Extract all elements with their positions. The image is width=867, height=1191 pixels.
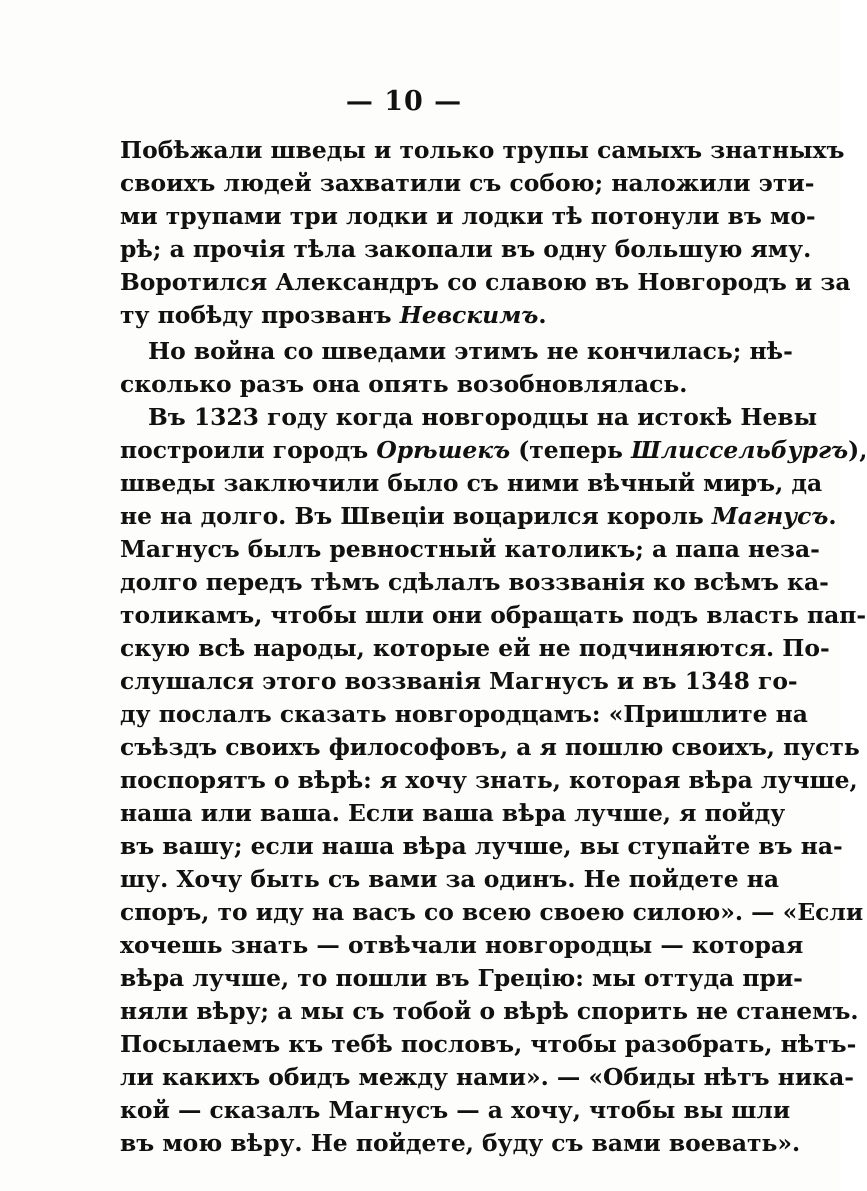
text-run: ту побѣду прозванъ [120, 301, 400, 329]
text-run: съѣздъ своихъ философовъ, а я пошлю своихъ, пусть [120, 733, 860, 761]
text-run: споръ, то иду на васъ со всею своею силою». — «Если [120, 898, 864, 926]
text-run: . [828, 502, 837, 530]
text-run: сколько разъ она опять возобновлялась. [120, 370, 688, 398]
text-line [120, 830, 843, 863]
text-line [120, 962, 803, 995]
text-line [120, 698, 808, 731]
text-line [120, 1028, 857, 1061]
text-line [120, 401, 818, 434]
text-line [120, 665, 798, 698]
paragraph [120, 134, 851, 332]
text-run: ду послалъ сказать новгородцамъ: «Пришлите на [120, 700, 808, 728]
text-line [120, 200, 816, 233]
text-run: скую всѣ народы, которые ей не подчиняются. По- [120, 634, 830, 662]
text-run: наша или ваша. Если ваша вѣра лучше, я пойду [120, 799, 786, 827]
text-line [120, 233, 812, 266]
text-line [120, 167, 815, 200]
text-run: Магнусъ былъ ревностный католикъ; а папа неза- [120, 535, 820, 563]
text-run: . [538, 301, 547, 329]
text-run: толикамъ, чтобы шли они обращать подъ власть пап- [120, 601, 867, 629]
text-run: слушался этого воззванія Магнусъ и въ 1348 го- [120, 667, 798, 695]
text-run: Но война со шведами этимъ не кончилась; нѣ- [148, 337, 793, 365]
text-line [120, 533, 820, 566]
text-line [120, 764, 858, 797]
text-line [120, 863, 780, 896]
text-run: ли какихъ обидъ между нами». — «Обиды нѣтъ ника- [120, 1063, 854, 1091]
italic-text: Невскимъ [399, 301, 539, 329]
text-run: Въ 1323 году когда новгородцы на истокѣ Невы [148, 403, 818, 431]
text-run: шведы заключили было съ ними вѣчный миръ, да [120, 469, 823, 497]
text-run: построили городъ [120, 436, 377, 464]
paragraph [120, 335, 793, 401]
italic-text: Магнусъ [711, 502, 829, 530]
text-run: няли вѣру; а мы съ тобой о вѣрѣ спорить не станемъ. [120, 997, 859, 1025]
text-run: въ вашу; если наша вѣра лучше, вы ступайте въ на- [120, 832, 843, 860]
italic-text: Шлиссельбургъ [631, 436, 849, 464]
text-line [120, 335, 793, 368]
text-line [120, 632, 830, 665]
text-line [120, 995, 859, 1028]
text-run: (теперь [510, 436, 632, 464]
text-run: кой — сказалъ Магнусъ — а хочу, чтобы вы шли [120, 1096, 791, 1124]
text-run: хочешь знать — отвѣчали новгородцы — которая [120, 931, 804, 959]
text-line [120, 266, 851, 299]
text-line [120, 368, 700, 401]
text-line [120, 1094, 791, 1127]
text-run: шу. Хочу быть съ вами за одинъ. Не пойдете на [120, 865, 780, 893]
text-line [120, 731, 860, 764]
text-line [120, 929, 804, 962]
text-run: Побѣжали шведы и только трупы самыхъ знатныхъ [120, 136, 845, 164]
text-line [120, 566, 829, 599]
text-line [120, 797, 786, 830]
text-run: не на долго. Въ Швеціи воцарился король [120, 502, 712, 530]
paragraph [120, 401, 867, 1160]
text-line [120, 467, 823, 500]
text-line [120, 134, 845, 167]
text-run: долго передъ тѣмъ сдѣлалъ воззванія ко всѣмъ ка- [120, 568, 829, 596]
text-line [120, 896, 864, 929]
text-run: Воротился Александръ со славою въ Новгородъ и за [120, 268, 851, 296]
text-line [120, 500, 837, 533]
text-run: Посылаемъ къ тебѣ пословъ, чтобы разобрать, нѣтъ- [120, 1030, 857, 1058]
italic-text: Орѣшекъ [376, 436, 511, 464]
text-run: своихъ людей захватили съ собою; наложили эти- [120, 169, 815, 197]
text-line [120, 434, 867, 467]
text-run: въ мою вѣру. Не пойдете, буду съ вами воевать». [120, 1129, 801, 1157]
text-line [120, 299, 700, 332]
page-number: — 10 — [345, 86, 463, 117]
text-line [120, 1061, 854, 1094]
text-run: вѣра лучше, то пошли въ Грецію: мы оттуда при- [120, 964, 803, 992]
text-run: ми трупами три лодки и лодки тѣ потонули въ мо- [120, 202, 816, 230]
text-run: поспорятъ о вѣрѣ: я хочу знать, которая вѣра лучше, [120, 766, 858, 794]
text-run: рѣ; а прочія тѣла закопали въ одну большую яму. [120, 235, 812, 263]
text-line [120, 1127, 801, 1160]
body-text [120, 134, 867, 1160]
text-line [120, 599, 867, 632]
text-run: ), [848, 436, 867, 464]
